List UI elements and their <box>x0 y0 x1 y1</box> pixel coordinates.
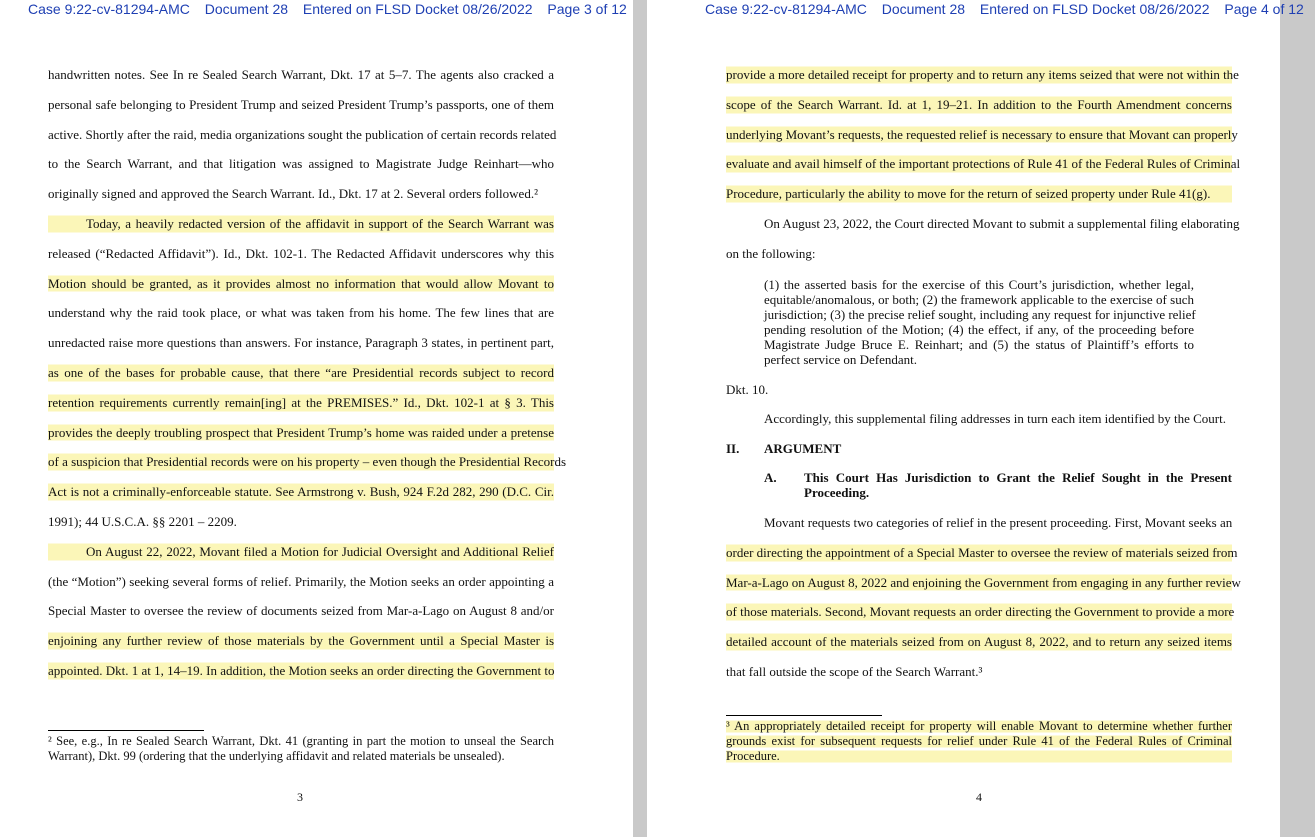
section-heading <box>726 434 1232 464</box>
case-number: Case 9:22-cv-81294-AMC <box>705 1 867 17</box>
page-number: 3 <box>297 790 303 804</box>
text-line: that fall outside the scope of the Search Warrant.³ <box>726 663 983 679</box>
text-line: retention requirements currently remain[ing] at the PREMISES.” Id., Dkt. 102-1 at § 3. This <box>48 388 554 418</box>
case-number: Case 9:22-cv-81294-AMC <box>28 1 190 17</box>
text-line: Mar-a-Lago on August 8, 2022 and enjoining the Government from engaging in any further review <box>726 568 1232 598</box>
quote-line: pending resolution of the Motion; (4) the effect, if any, of the proceeding before <box>764 321 1194 337</box>
footnote-divider <box>48 730 204 731</box>
text-line: (the “Motion”) seeking several forms of relief. Primarily, the Motion seeks an order appointing a <box>48 573 554 589</box>
footnote-line: Procedure. <box>726 749 1232 764</box>
text-line: handwritten notes. See In re Sealed Search Warrant, Dkt. 17 at 5–7. The agents also cracked a <box>48 67 554 82</box>
text-line: Act is not a criminally-enforceable statute. See Armstrong v. Bush, 924 F.2d 282, 290 (D.C. Cir. <box>48 477 554 507</box>
text-line: of those materials. Second, Movant requests an order directing the Government to provide a more <box>726 597 1232 627</box>
text-line: of a suspicion that Presidential records were on his property – even though the Presidential Records <box>48 447 554 477</box>
subsection-heading <box>726 464 1232 508</box>
heading-number: II. <box>726 441 740 457</box>
text-line: unredacted raise more questions than answers. For instance, Paragraph 3 states, in pertinent part, <box>48 335 554 351</box>
text-line: underlying Movant’s requests, the requested relief is necessary to ensure that Movant can properly <box>726 120 1232 150</box>
text-line: 1991); 44 U.S.C.A. §§ 2201 – 2209. <box>48 513 237 529</box>
text-line: provide a more detailed receipt for property and to return any items seized that were not within the <box>726 60 1232 90</box>
footnote-divider <box>726 715 882 716</box>
footnotes <box>726 719 1232 764</box>
document-number: Document 28 <box>204 1 289 17</box>
text-line: evaluate and avail himself of the important protections of Rule 41 of the Federal Rules of Criminal <box>726 149 1232 179</box>
document-number: Document 28 <box>881 1 966 17</box>
page-header <box>705 1 1315 17</box>
text-line: provides the deeply troubling prospect that President Trump’s home was raided under a pretense <box>48 418 554 448</box>
page-number: 4 <box>976 790 982 804</box>
block-quote <box>726 269 1232 375</box>
footnote-line: ² See, e.g., In re Sealed Search Warrant, Dkt. 41 (granting in part the motion to unseal the Search <box>48 734 554 748</box>
docket-entry: Entered on FLSD Docket 08/26/2022 <box>979 1 1210 17</box>
footnotes <box>48 734 554 764</box>
quote-line: jurisdiction; (3) the precise relief sought, including any request for injunctive relief <box>764 306 1196 322</box>
text-line: enjoining any further review of those materials by the Government until a Special Master is <box>48 626 554 656</box>
text-line: Dkt. 10. <box>726 381 769 397</box>
page-indicator: Page 3 of 12 <box>547 1 627 17</box>
text-line: On August 22, 2022, Movant filed a Motion for Judicial Oversight and Additional Relief <box>48 537 554 567</box>
heading-title: ARGUMENT <box>764 441 842 457</box>
page-body <box>48 60 567 686</box>
footnote-line: ³ An appropriately detailed receipt for property will enable Movant to determine whether further <box>726 719 1232 733</box>
text-line: Today, a heavily redacted version of the affidavit in support of the Search Warrant was <box>48 209 554 239</box>
subheading-number: A. <box>764 469 777 485</box>
footnote-line: grounds exist for subsequent requests for relief under Rule 41 of the Federal Rules of Criminal <box>726 734 1232 748</box>
text-line: on the following: <box>726 245 816 261</box>
text-line: appointed. Dkt. 1 at 1, 14–19. In addition, the Motion seeks an order directing the Government to <box>48 656 554 686</box>
text-line: Motion should be granted, as it provides almost no information that would allow Movant to <box>48 269 554 299</box>
docket-entry: Entered on FLSD Docket 08/26/2022 <box>302 1 533 17</box>
subheading-line: Proceeding. <box>804 484 870 500</box>
footnote-line: Warrant), Dkt. 99 (ordering that the underlying affidavit and related materials be unsealed). <box>48 749 505 763</box>
quote-line: perfect service on Defendant. <box>764 351 918 367</box>
text-line: order directing the appointment of a Special Master to oversee the review of materials seized from <box>726 538 1232 568</box>
text-line: released (“Redacted Affidavit”). Id., Dkt. 102-1. The Redacted Affidavit underscores why this <box>48 245 554 261</box>
pdf-page-4 <box>647 0 1304 837</box>
text-line: detailed account of the materials seized from on August 8, 2022, and to return any seized items <box>726 627 1232 657</box>
text-line: as one of the bases for probable cause, that there “are Presidential records subject to record <box>48 358 554 388</box>
quote-line: (1) the asserted basis for the exercise of this Court’s jurisdiction, whether legal, <box>764 276 1194 292</box>
page-gap <box>633 0 647 837</box>
text-line: Accordingly, this supplemental filing addresses in turn each item identified by the Court. <box>764 411 1226 427</box>
text-line: personal safe belonging to President Trump and seized President Trump’s passports, one of them <box>48 96 554 112</box>
text-line: scope of the Search Warrant. Id. at 1, 19–21. In addition to the Fourth Amendment concerns <box>726 90 1232 120</box>
text-line: active. Shortly after the raid, media organizations sought the publication of certain records related <box>48 126 557 142</box>
quote-line: Magistrate Judge Bruce E. Reinhart; and (5) the status of Plaintiff’s efforts to <box>764 336 1194 352</box>
text-line: Movant requests two categories of relief in the present proceeding. First, Movant seeks an <box>764 514 1233 530</box>
page-body <box>726 60 1241 687</box>
quote-line: equitable/anomalous, or both; (2) the framework applicable to the exercise of such <box>764 291 1194 307</box>
text-line: to the Search Warrant, and that litigation was assigned to Magistrate Judge Reinhart—who <box>48 156 554 172</box>
pdf-page-3 <box>0 0 633 837</box>
page-indicator: Page 4 of 12 <box>1224 1 1304 17</box>
text-line: On August 23, 2022, the Court directed Movant to submit a supplemental filing elaborating <box>764 215 1240 231</box>
subheading-line: This Court Has Jurisdiction to Grant the Relief Sought in the Present <box>804 469 1232 485</box>
text-line: Special Master to oversee the review of documents seized from Mar-a-Lago on August 8 and/or <box>48 603 554 619</box>
text-line: understand why the raid took place, or what was taken from his home. The few lines that are <box>48 305 554 321</box>
page-header <box>28 1 638 17</box>
text-line: originally signed and approved the Search Warrant. Id., Dkt. 17 at 2. Several orders followed.² <box>48 186 538 202</box>
text-line: Procedure, particularly the ability to move for the return of seized property under Rule 41(g). <box>726 179 1232 209</box>
